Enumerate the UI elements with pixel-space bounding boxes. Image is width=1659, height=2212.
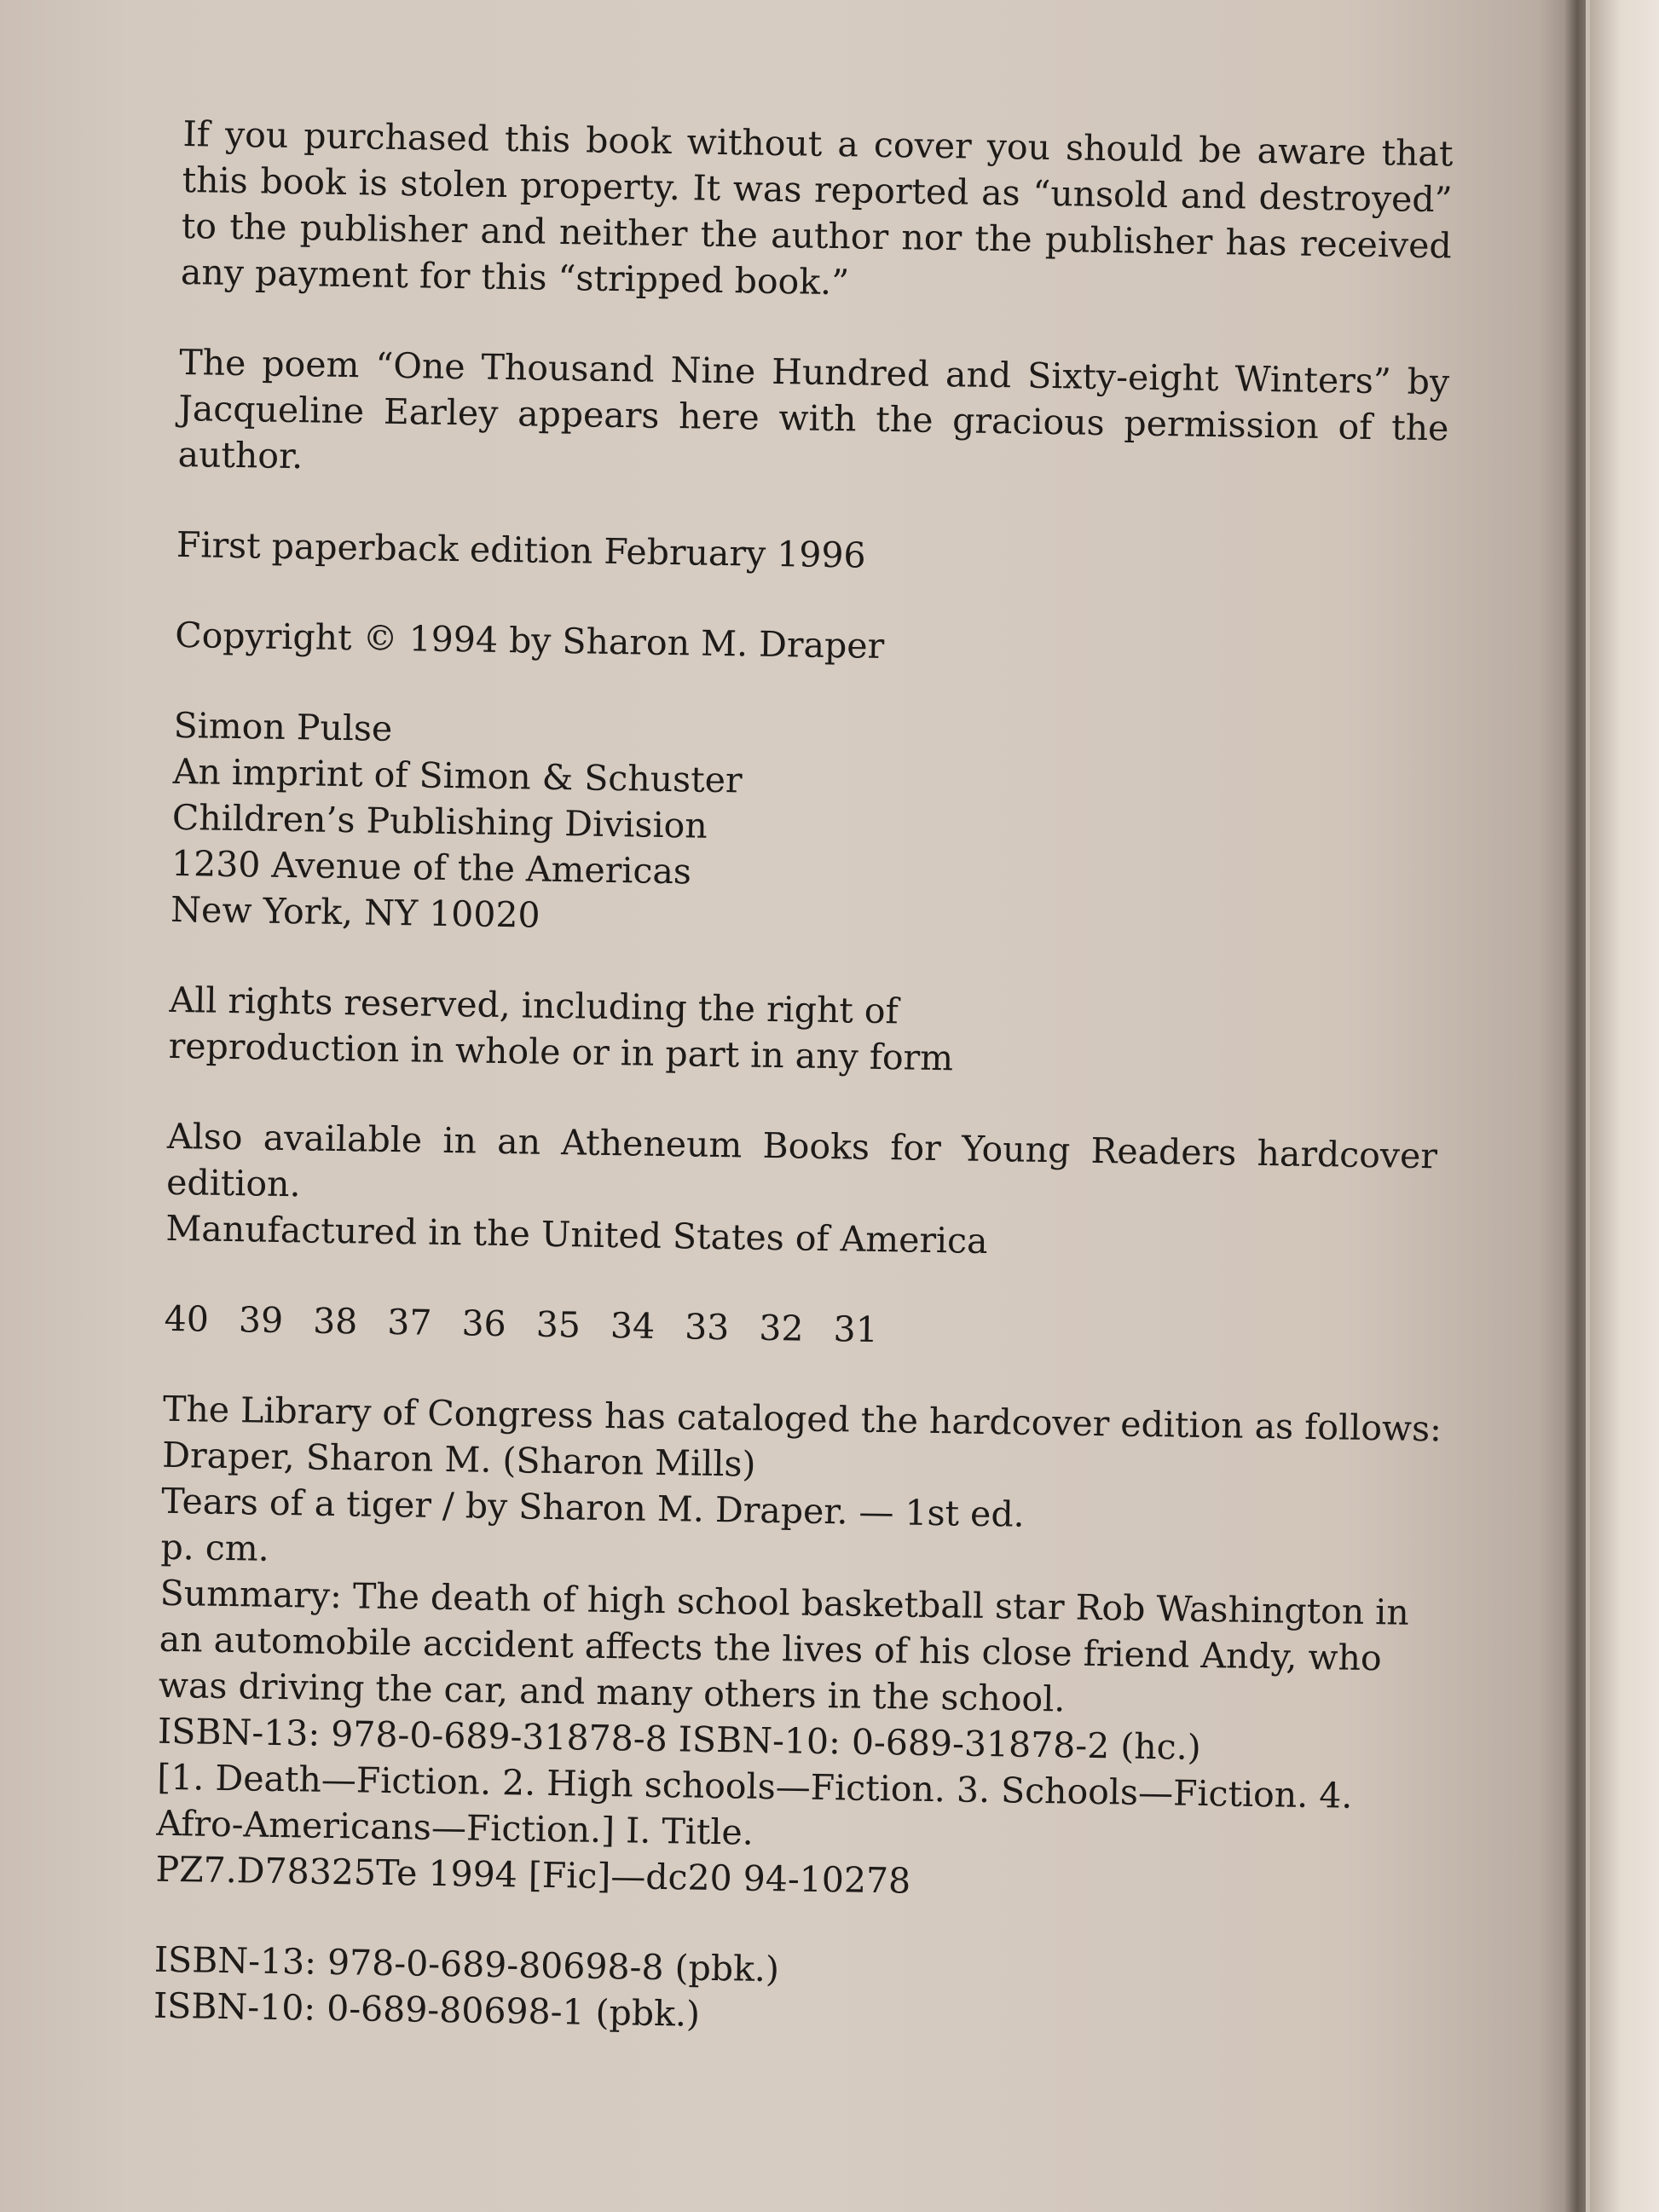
- print-number: 40: [164, 1297, 210, 1340]
- catalog-line: [1. Death—Fiction. 2. High schools—Fiction. 3. Schools—Fiction. 4.: [156, 1756, 1353, 1816]
- paperback-isbn: [153, 1937, 1425, 2048]
- copyright-text: Copyright © 1994 by Sharon M. Draper: [174, 614, 885, 667]
- catalog-line: p. cm.: [160, 1526, 270, 1569]
- book-gutter: [1564, 0, 1586, 2212]
- catalog-line: PZ7.D78325Te 1994 [Fic]—dc20 94-10278: [155, 1848, 911, 1902]
- print-number: 31: [833, 1308, 879, 1350]
- availability-statement: [165, 1113, 1437, 1271]
- library-of-congress-cataloging: [155, 1386, 1442, 1912]
- catalog-line: Draper, Sharon M. (Sharon Mills): [161, 1434, 756, 1485]
- publisher-line: 1230 Avenue of the Americas: [171, 842, 692, 892]
- isbn-line: ISBN-10: 0-689-80698-1 (pbk.): [153, 1984, 701, 2035]
- publisher-address: [171, 702, 1444, 952]
- print-number: 36: [461, 1302, 507, 1345]
- stripped-book-notice: [181, 111, 1454, 315]
- hardcover-availability: Also available in an Atheneum Books for Young Readers hardcover edition.: [165, 1115, 1438, 1205]
- edition-text: First paperback edition February 1996: [176, 523, 866, 576]
- rights-line: All rights reserved, including the right of: [169, 979, 899, 1032]
- print-number: 35: [535, 1303, 581, 1346]
- catalog-line: was driving the car, and many others in the school.: [158, 1664, 1066, 1720]
- poem-permission-text: The poem “One Thousand Nine Hundred and Sixty-eight Winters” by Jacqueline Earley appears here with the gracious permission of the author.: [177, 341, 1450, 477]
- print-number: 32: [759, 1307, 804, 1349]
- poem-permission-notice: [177, 339, 1449, 497]
- print-number: 39: [238, 1299, 284, 1342]
- publisher-line: Children’s Publishing Division: [171, 796, 708, 846]
- isbn-line: ISBN-13: 978-0-689-80698-8 (pbk.): [153, 1938, 780, 1990]
- print-number: 38: [312, 1300, 358, 1343]
- catalog-line: The Library of Congress has cataloged the hardcover edition as follows:: [162, 1388, 1442, 1450]
- catalog-line: an automobile accident affects the lives of his close friend Andy, who: [159, 1618, 1383, 1679]
- publisher-line: New York, NY 10020: [170, 888, 540, 936]
- rights-line: reproduction in whole or in part in any form: [168, 1025, 954, 1079]
- print-number: 37: [386, 1301, 432, 1343]
- catalog-line: ISBN-13: 978-0-689-31878-8 ISBN-10: 0-689-31878-2 (hc.): [157, 1710, 1202, 1768]
- page-text: [153, 111, 1454, 2093]
- catalog-line: Tears of a tiger / by Sharon M. Draper. — 1st ed.: [161, 1480, 1026, 1535]
- print-number: 33: [684, 1306, 730, 1349]
- publisher-line: Simon Pulse: [173, 704, 393, 749]
- catalog-line: Summary: The death of high school basketball star Rob Washington in: [159, 1572, 1410, 1633]
- print-line: [164, 1296, 1435, 1361]
- facing-page-edge: [1590, 0, 1659, 2212]
- edition-line: [176, 522, 1448, 587]
- manufactured-in: Manufactured in the United States of America: [165, 1207, 988, 1262]
- rights-statement: [168, 977, 1440, 1089]
- print-number: 34: [610, 1305, 656, 1347]
- catalog-line: Afro-Americans—Fiction.] I. Title.: [156, 1802, 754, 1853]
- publisher-line: An imprint of Simon & Schuster: [172, 750, 743, 801]
- copyright-line: [175, 612, 1446, 678]
- stripped-book-text: If you purchased this book without a cover you should be aware that this book is stolen property. It was reported as “unsold and destroyed” to the publisher and neither the author nor the publisher has received any payment for this “stripped book.”: [180, 113, 1454, 303]
